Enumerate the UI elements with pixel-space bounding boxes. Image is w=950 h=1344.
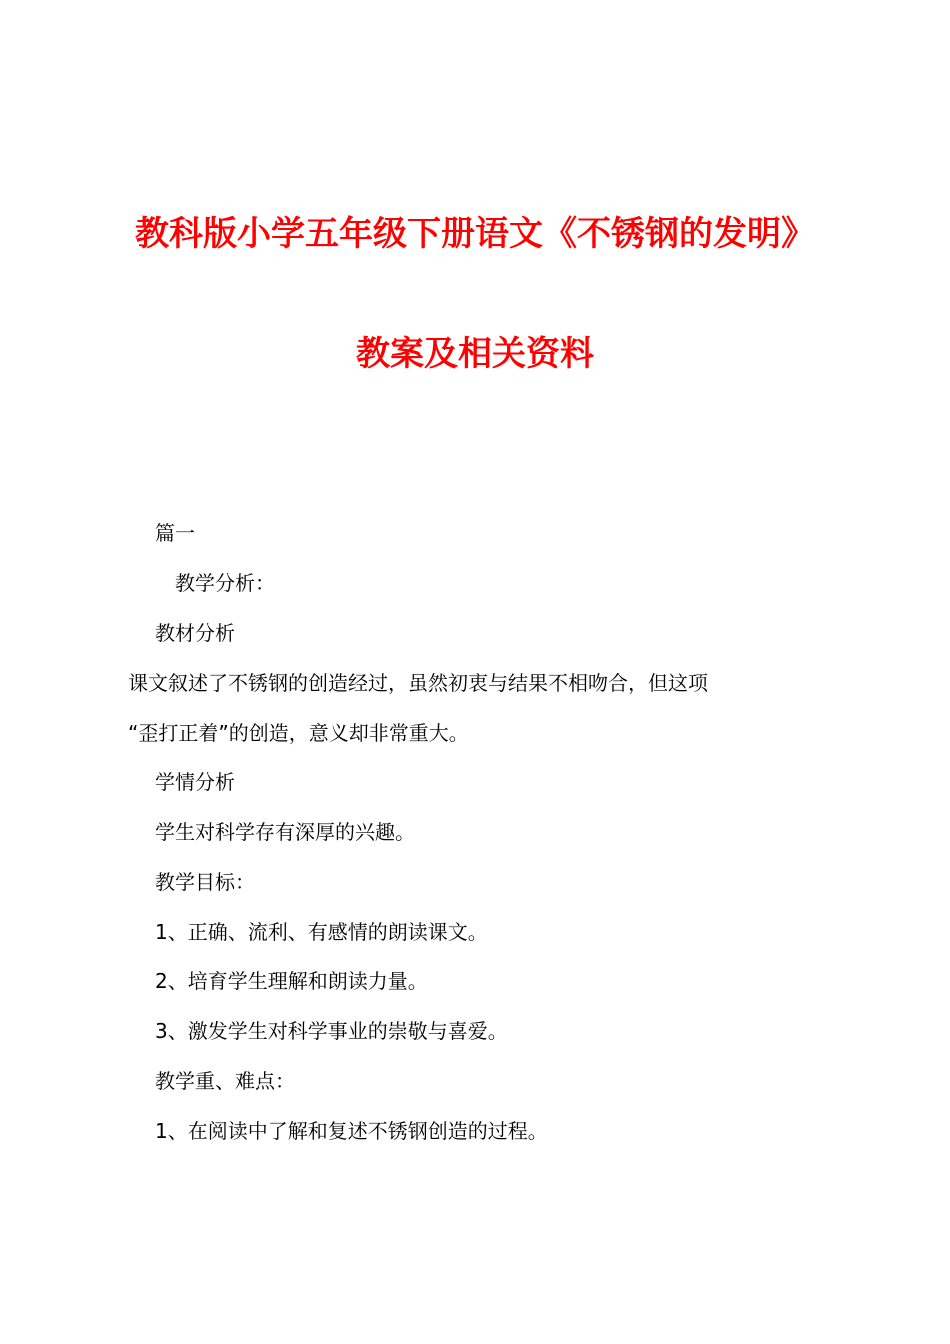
paragraph-line-2: “歪打正着”的创造，意义却非常重大。 <box>128 721 469 745</box>
goal-item-2: 2、培育学生理解和朗读力量。 <box>155 969 428 993</box>
document-title-line-2: 教案及相关资料 <box>356 334 594 374</box>
heading-student-analysis: 学情分析 <box>155 770 235 794</box>
goal-item-1: 1、正确、流利、有感情的朗读课文。 <box>155 920 488 944</box>
heading-teaching-goals: 教学目标： <box>155 870 255 894</box>
heading-key-difficult-points: 教学重、难点： <box>155 1069 295 1093</box>
document-title-line-1: 教科版小学五年级下册语文《不锈钢的发明》 <box>135 214 815 254</box>
student-analysis-text: 学生对科学存有深厚的兴趣。 <box>155 820 415 844</box>
textbook-analysis-paragraph <box>128 658 834 758</box>
heading-textbook-analysis: 教材分析 <box>155 621 235 645</box>
key-point-item-1: 1、在阅读中了解和复述不锈钢创造的过程。 <box>155 1119 548 1143</box>
goal-item-3: 3、激发学生对科学事业的崇敬与喜爱。 <box>155 1019 508 1043</box>
section-heading-part-one: 篇一 <box>155 521 195 545</box>
paragraph-line-1: 课文叙述了不锈钢的创造经过，虽然初衷与结果不相吻合，但这项 <box>128 671 708 695</box>
heading-teaching-analysis: 教学分析： <box>155 571 275 595</box>
